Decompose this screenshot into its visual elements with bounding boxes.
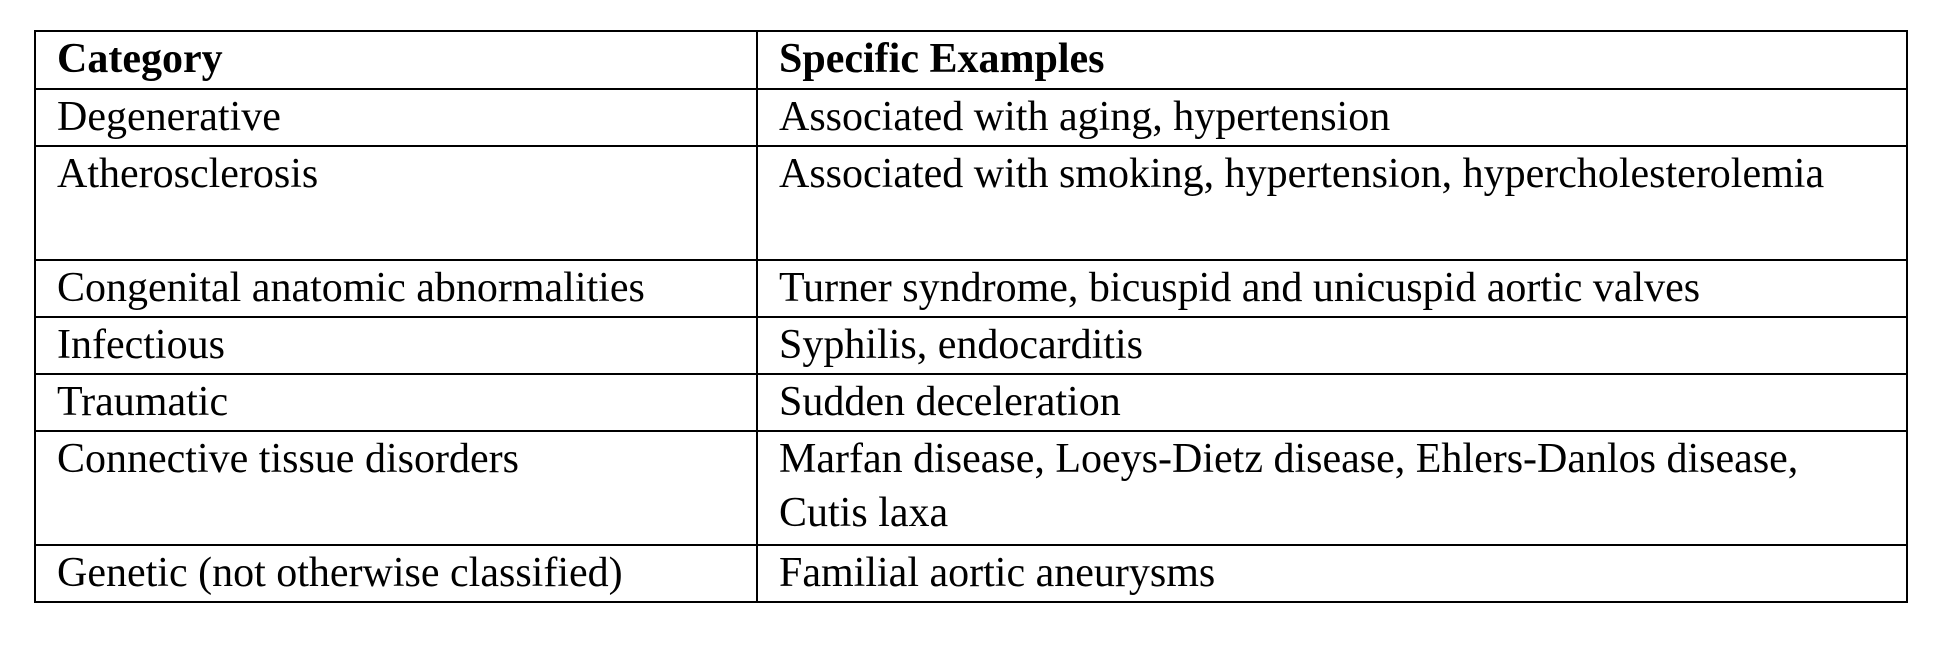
category-cell: Genetic (not otherwise classified): [35, 545, 757, 602]
category-cell: Congenital anatomic abnormalities: [35, 260, 757, 317]
category-cell: Degenerative: [35, 89, 757, 146]
header-category: Category: [35, 31, 757, 89]
examples-cell: Associated with smoking, hypertension, hypercholesterolemia: [757, 146, 1907, 260]
table-row: [35, 545, 1907, 602]
examples-cell: Syphilis, endocarditis: [757, 317, 1907, 374]
examples-cell: Familial aortic aneurysms: [757, 545, 1907, 602]
examples-cell: Turner syndrome, bicuspid and unicuspid aortic valves: [757, 260, 1907, 317]
table-row: [35, 89, 1907, 146]
category-cell: Infectious: [35, 317, 757, 374]
header-specific-examples: Specific Examples: [757, 31, 1907, 89]
table-row: [35, 431, 1907, 545]
examples-cell: Associated with aging, hypertension: [757, 89, 1907, 146]
examples-cell: Marfan disease, Loeys-Dietz disease, Ehlers-Danlos disease, Cutis laxa: [757, 431, 1907, 545]
table-header-row: [35, 31, 1907, 89]
table-row: [35, 146, 1907, 260]
table-row: [35, 260, 1907, 317]
aneurysm-causes-table: [34, 30, 1908, 603]
category-cell: Traumatic: [35, 374, 757, 431]
examples-cell: Sudden deceleration: [757, 374, 1907, 431]
category-cell: Connective tissue disorders: [35, 431, 757, 545]
category-cell: Atherosclerosis: [35, 146, 757, 260]
table-row: [35, 374, 1907, 431]
table-row: [35, 317, 1907, 374]
